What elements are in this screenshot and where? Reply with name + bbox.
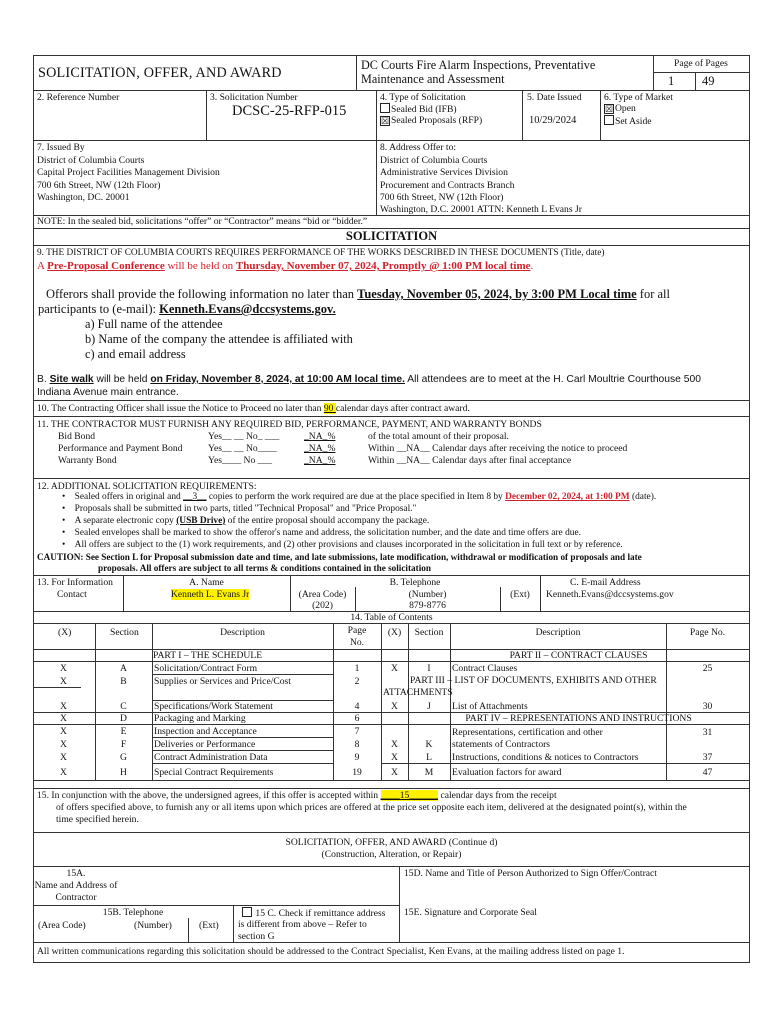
text: 15 C. Check if remittance address	[255, 908, 386, 919]
signature-label: 15E. Signature and Corporate Seal	[404, 907, 537, 918]
toc-description: Solicitation/Contract Form	[154, 663, 258, 674]
project-title-line2: Maintenance and Assessment	[361, 72, 505, 86]
text: (date).	[629, 492, 657, 502]
issued-line: District of Columbia Courts	[37, 155, 145, 166]
set-aside-option[interactable]	[604, 115, 652, 128]
text: B.	[37, 374, 50, 385]
toc-col-section-right: Section	[414, 627, 444, 638]
toc-section: M	[424, 767, 434, 778]
page-of-pages-label: Page of Pages	[674, 58, 728, 69]
offerors-deadline-date: Tuesday, November 05, 2024, by 3:00 PM Local time	[357, 287, 637, 301]
site-walk-date: on Friday, November 8, 2024, at 10:00 AM local time.	[150, 374, 406, 385]
area-code-15b: (Area Code)	[38, 920, 86, 931]
toc-description: statements of Contractors	[452, 739, 551, 750]
area-code: (202)	[312, 600, 333, 611]
toc-section: G	[120, 752, 127, 763]
item13-contact: Contact	[57, 589, 87, 600]
text: calendar days from the receipt	[438, 790, 557, 801]
notice-days: 90	[323, 403, 336, 414]
text: 10. The Contracting Officer shall issue the Notice to Proceed no later than	[37, 403, 324, 414]
text: Name and Address of	[34, 880, 118, 891]
item15-line2: of offers specified above, to furnish any or all items upon which prices are offered at the price set opposite each item, delivered at the designated point(s), within the	[56, 802, 687, 813]
toc-description: Deliveries or Performance	[154, 739, 256, 750]
contact-name-label: A. Name	[189, 577, 224, 588]
text: 15A.	[66, 868, 86, 879]
text: All offers are subject to the (1) work requirements, and (2) other provisions and clauses incorporated in the solicitation in full text or by reference.	[74, 539, 623, 550]
solicitation-number-label: 3. Solicitation Number	[210, 92, 298, 103]
text: A	[37, 260, 48, 272]
toc-section: J	[427, 701, 431, 712]
toc-x-mark: X	[391, 767, 398, 778]
copies-count: __3__	[183, 492, 207, 502]
telephone-label: B. Telephone	[389, 577, 441, 588]
toc-col-section: Section	[110, 627, 139, 638]
toc-page: 9	[354, 752, 360, 763]
toc-col-description-right: Description	[535, 627, 581, 638]
type-of-market-label: 6. Type of Market	[604, 92, 673, 103]
list-item: • Sealed offers in original and __3__ copies to perform the work required are due at the place specified in Item 8 by December 02, 2024, at 1:00 PM (date).	[62, 492, 657, 502]
contractor-name-label	[33, 868, 119, 904]
toc-col-x: (X)	[58, 627, 72, 638]
date-issued-label: 5. Date Issued	[527, 92, 582, 103]
text: Sealed envelopes shall be marked to show the offeror's name and address, the solicitation number, and the date and time offers are due.	[74, 527, 581, 538]
item12-bullets	[62, 492, 656, 552]
issued-by-address	[37, 155, 220, 204]
issued-line: Washington, DC. 20001	[37, 191, 130, 203]
address-line: Procurement and Contracts Branch	[380, 179, 515, 191]
authorized-signer-label: 15D. Name and Title of Person Authorized to Sign Offer/Contract	[404, 868, 657, 879]
remittance-line3: section G	[238, 931, 275, 942]
toc-section: I	[427, 663, 431, 674]
toc-description: Supplies or Services and Price/Cost	[154, 676, 291, 687]
open-market-option[interactable]	[604, 103, 636, 115]
address-line: District of Columbia Courts	[380, 155, 488, 166]
remittance-checkbox-row[interactable]	[242, 907, 385, 920]
item12-heading: 12. ADDITIONAL SOLICITATION REQUIREMENTS:	[37, 481, 257, 492]
number-15b: (Number)	[134, 920, 172, 931]
phone-number: 879-8776	[409, 600, 446, 611]
toc-x-mark: X	[391, 739, 398, 750]
address-offer-address	[380, 155, 582, 216]
toc-x-mark: X	[60, 663, 67, 674]
toc-col-description: Description	[220, 627, 265, 638]
usb-drive: (USB Drive)	[176, 515, 226, 526]
open-checkbox[interactable]: ☒	[605, 104, 614, 114]
proposal-due-date: December 02, 2024, at 1:00 PM	[505, 492, 630, 502]
address-line: 700 6th Street, NW (12th Floor)	[380, 191, 504, 203]
text: Page	[347, 625, 367, 636]
sealed-proposals-label: Sealed Proposals (RFP)	[391, 115, 483, 126]
toc-page: 47	[702, 767, 713, 778]
solicitation-number: DCSC-25-RFP-015	[232, 103, 347, 119]
item10-notice-to-proceed	[37, 403, 470, 415]
site-walk-label: Site walk	[49, 374, 94, 385]
bond-desc: of the total amount of their proposal.	[368, 431, 509, 442]
ext-label: (Ext)	[510, 589, 530, 600]
acceptance-days: ____15______	[380, 790, 439, 801]
preproposal-label: Pre-Proposal Conference	[47, 260, 165, 272]
sealed-bid-label: Sealed Bid (IFB)	[391, 104, 457, 115]
toc-page: 7	[354, 726, 360, 737]
toc-page: 4	[354, 701, 360, 712]
text: Offerors shall provide the following information no later than	[46, 287, 358, 301]
item13-label: 13. For Information	[37, 577, 113, 588]
text: for all	[636, 287, 670, 301]
toc-description: Special Contract Requirements	[154, 767, 274, 778]
toc-x-mark: X	[391, 663, 398, 674]
text: All attendees are to meet at the H. Carl Moultrie Courthouse 500	[405, 374, 701, 385]
text: will be held	[93, 374, 151, 385]
part2-heading: PART II – CONTRACT CLAUSES	[509, 650, 648, 661]
text: Proposals shall be submitted in two parts, titled "Technical Proposal" and "Price Proposal."	[74, 503, 417, 514]
project-title-line1: DC Courts Fire Alarm Inspections, Preventative	[361, 58, 596, 72]
toc-page: 30	[702, 701, 713, 712]
area-code-label: (Area Code)	[298, 589, 347, 600]
toc-page: 8	[354, 739, 360, 750]
sealed-proposals-checkbox[interactable]: ☒	[381, 116, 390, 126]
toc-col-page-right: Page No.	[689, 627, 726, 638]
footer-note: All written communications regarding this solicitation should be addressed to the Contract Specialist, Ken Evans, at the mailing address listed on page 1.	[37, 946, 625, 957]
text: of the entire proposal should accompany the package.	[225, 515, 430, 526]
page-number: 1	[668, 74, 675, 88]
contact-name-text: Kenneth L. Evans Jr	[171, 589, 250, 600]
toc-x-mark: X	[60, 701, 67, 712]
text: Sealed offers in original and	[74, 492, 184, 502]
bond-percent: _NA_%	[304, 431, 336, 442]
date-issued: 10/29/2024	[529, 115, 577, 126]
toc-description: Evaluation factors for award	[452, 767, 562, 778]
continued-subtitle: (Construction, Alteration, or Repair)	[321, 849, 462, 860]
toc-x-mark: X	[60, 767, 67, 778]
contact-name	[171, 589, 249, 601]
contact-email[interactable]: Kenneth.Evans@dccsystems.gov	[546, 589, 674, 600]
continued-title: SOLICITATION, OFFER, AND AWARD (Continue d)	[285, 837, 498, 848]
text: Contractor	[55, 892, 97, 903]
toc-section: B	[120, 676, 127, 687]
toc-x-mark: X	[60, 676, 67, 687]
toc-page: 19	[352, 767, 362, 778]
bond-name: Bid Bond	[58, 431, 96, 442]
toc-page: 37	[702, 752, 713, 763]
toc-col-x-right: (X)	[387, 627, 402, 638]
total-pages: 49	[702, 74, 715, 88]
part3-heading-2: ATTACHMENTS	[383, 687, 453, 698]
text: A separate electronic copy	[74, 515, 177, 526]
list-item: b) Name of the company the attendee is affiliated with	[85, 332, 353, 346]
form-title: SOLICITATION, OFFER, AND AWARD	[38, 65, 282, 81]
text: copies to perform the work required are due at the place specified in Item 8 by	[206, 492, 506, 502]
ext-15b: (Ext)	[199, 920, 219, 931]
sealed-bid-note: NOTE: In the sealed bid, solicitations “offer” or “Contractor” means “bid or “bidder.”	[37, 216, 368, 227]
toc-page: 25	[702, 663, 713, 674]
toc-x-mark: X	[391, 752, 398, 763]
toc-x-mark: X	[60, 713, 67, 724]
remittance-checkbox[interactable]	[242, 907, 252, 917]
toc-description: Contract Clauses	[452, 663, 518, 674]
bond-yes-no: Yes__ __ No____	[208, 443, 277, 454]
toc-section: L	[426, 752, 432, 763]
item15-line3: time specified herein.	[56, 814, 139, 825]
solicitation-heading: SOLICITATION	[345, 229, 438, 243]
set-aside-checkbox[interactable]	[604, 115, 614, 125]
text: No.	[349, 636, 365, 648]
toc-description: Inspection and Acceptance	[154, 726, 257, 737]
remittance-line2: is different from above – Refer to	[238, 919, 367, 930]
toc-section: E	[120, 726, 127, 737]
issued-line: Capital Project Facilities Management Division	[37, 167, 220, 179]
bond-yes-no: Yes__ __ No_ ___	[208, 431, 280, 442]
preproposal-conference-notice	[37, 260, 533, 273]
list-item: • All offers are subject to the (1) work requirements, and (2) other provisions and clauses incorporated in the solicitation in full text or by reference.	[62, 539, 623, 550]
list-item: c) and email address	[85, 347, 186, 361]
bond-percent: _NA_%	[304, 455, 336, 466]
toc-page: 2	[354, 676, 360, 687]
caution-line2: proposals. All offers are subject to all terms & conditions contained in the solicitation	[98, 563, 431, 573]
set-aside-label: Set Aside	[615, 116, 652, 127]
sealed-bid-option[interactable]	[380, 103, 457, 116]
bond-name: Warranty Bond	[58, 455, 117, 466]
address-offer-label: 8. Address Offer to:	[380, 142, 457, 153]
issued-by-label: 7. Issued By	[37, 142, 85, 153]
issued-line: 700 6th Street, NW (12th Floor)	[37, 179, 161, 191]
toc-description: Packaging and Marking	[154, 713, 246, 724]
item15-line1	[37, 790, 557, 802]
bond-percent: _NA_%	[304, 443, 336, 454]
toc-page: 6	[354, 713, 360, 724]
sealed-bid-checkbox[interactable]	[380, 103, 390, 113]
part3-heading-1: PART III – LIST OF DOCUMENTS, EXHIBITS AND OTHER	[410, 675, 657, 686]
toc-page: 31	[702, 727, 713, 738]
part4-heading: PART IV – REPRESENTATIONS AND INSTRUCTIONS	[465, 713, 692, 724]
bond-desc: Within __NA__ Calendar days after receiving the notice to proceed	[368, 443, 628, 454]
caution-line1: CAUTION: See Section L for Proposal submission date and time, and late submissions, late modification, withdrawal or modification of proposals and late	[37, 552, 642, 562]
bond-yes-no: Yes____ No ___	[208, 455, 273, 466]
toc-section: A	[120, 663, 127, 674]
telephone-15b-label: 15B. Telephone	[102, 907, 164, 918]
toc-section: D	[120, 713, 127, 724]
toc-x-mark: X	[60, 752, 67, 763]
text: 15. In conjunction with the above, the undersigned agrees, if this offer is accepted within	[37, 790, 381, 801]
toc-description: Contract Administration Data	[154, 752, 268, 763]
text: .	[530, 260, 534, 272]
type-of-solicitation-label: 4. Type of Solicitation	[380, 92, 466, 103]
toc-description: Representations, certification and other	[452, 727, 603, 738]
item9-text: 9. THE DISTRICT OF COLUMBIA COURTS REQUIRES PERFORMANCE OF THE WORKS DESCRIBED IN THESE DOCUMENTS (Title, date)	[37, 248, 605, 258]
sealed-proposals-option[interactable]	[380, 115, 482, 127]
item11-heading: 11. THE CONTRACTOR MUST FURNISH ANY REQUIRED BID, PERFORMANCE, PAYMENT, AND WARRANTY BONDS	[37, 419, 542, 430]
offerors-email[interactable]: Kenneth.Evans@dccsystems.gov.	[159, 302, 336, 316]
toc-section: C	[120, 701, 127, 712]
toc-col-page	[333, 625, 381, 648]
offerors-email-line	[38, 302, 336, 317]
list-item: • A separate electronic copy (USB Drive) of the entire proposal should accompany the package.	[62, 515, 430, 526]
toc-description: Specifications/Work Statement	[154, 701, 273, 712]
toc-x-mark: X	[60, 739, 67, 750]
bond-name: Performance and Payment Bond	[58, 443, 183, 454]
toc-description: Instructions, conditions & notices to Contractors	[452, 752, 639, 763]
site-walk-location: Indiana Avenue main entrance.	[37, 387, 179, 398]
open-label: Open	[615, 103, 636, 114]
list-item: a) Full name of the attendee	[85, 317, 223, 331]
number-label: (Number)	[408, 589, 447, 600]
list-item: • Proposals shall be submitted in two parts, titled "Technical Proposal" and "Price Proposal."	[62, 503, 417, 514]
toc-heading: 14. Table of Contents	[350, 612, 433, 623]
toc-section: K	[425, 739, 433, 750]
address-line: Washington, D.C. 20001 ATTN: Kenneth L Evans Jr	[380, 204, 582, 216]
bond-desc: Within __NA__ Calendar days after final acceptance	[368, 455, 572, 466]
text: participants to (e-mail):	[38, 302, 160, 316]
text: will be held on	[164, 260, 236, 272]
reference-number-label: 2. Reference Number	[37, 92, 120, 103]
address-line: Administrative Services Division	[380, 167, 508, 179]
text: calendar days after contract award.	[335, 403, 470, 414]
toc-section: F	[120, 739, 127, 750]
list-item: • Sealed envelopes shall be marked to show the offeror's name and address, the solicitation number, and the date and time offers are due.	[62, 527, 581, 538]
toc-x-mark: X	[391, 701, 398, 712]
toc-section: H	[120, 767, 127, 778]
email-label: C. E-mail Address	[570, 577, 641, 588]
offerors-deadline	[46, 287, 670, 302]
toc-page: 1	[354, 663, 360, 674]
preproposal-date: Thursday, November 07, 2024, Promptly @ 1:00 PM local time	[235, 260, 531, 272]
toc-description: List of Attachments	[452, 701, 528, 712]
attendee-info-list	[85, 317, 353, 362]
toc-x-mark: X	[60, 726, 67, 737]
site-walk-notice	[37, 374, 701, 386]
part1-heading: PART I – THE SCHEDULE	[153, 650, 263, 661]
